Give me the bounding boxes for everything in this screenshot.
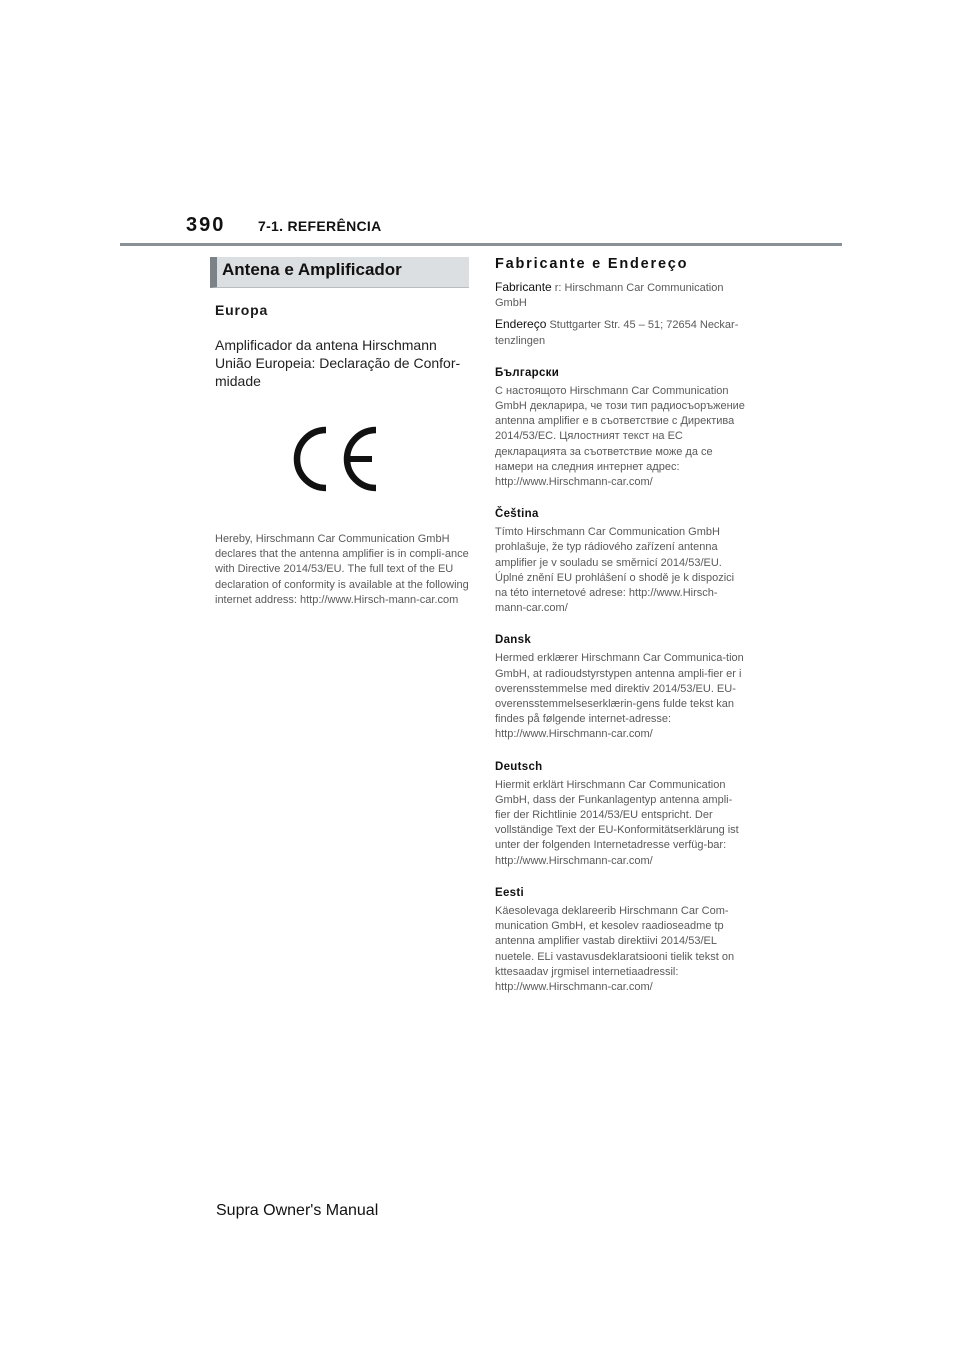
manufacturer-value: r: Hirschmann Car Communication GmbH xyxy=(495,282,724,310)
language-block-bulgarian xyxy=(495,367,747,490)
language-name: Eesti xyxy=(495,886,524,899)
language-text: Tímto Hirschmann Car Communication GmbH prohlašuje, že typ rádiového zařízení antenna amplifier je v souladu se směrnicí 2014/53/EU. Úplné znění EU prohlášení o shodě je k dispozici na této internetové adrese: http://www.Hirsch-mann-car.com/ xyxy=(495,526,735,615)
language-name: Deutsch xyxy=(495,760,543,773)
region-heading: Europa xyxy=(215,302,269,318)
language-block-czech xyxy=(495,508,747,616)
language-text: Hiermit erklärt Hirschmann Car Communication GmbH, dass der Funkanlagentyp antenna ampli-fier der Richtlinie 2014/53/EU entspricht. Der vollständige Text der EU-Konformitätserklärung ist unter der folgenden Internetadresse verfüg-bar: http://www.Hirschmann-car.com/ xyxy=(495,778,739,867)
ce-mark-icon xyxy=(292,426,382,492)
language-name: Dansk xyxy=(495,634,532,647)
manual-footer: Supra Owner's Manual xyxy=(216,1202,379,1219)
address-field xyxy=(495,317,747,348)
language-block-german xyxy=(495,761,747,869)
language-name: Български xyxy=(495,366,560,379)
manufacturer-label: Fabricante xyxy=(495,280,552,294)
language-name: Čeština xyxy=(495,508,539,521)
language-block-danish xyxy=(495,634,747,742)
address-value: Stuttgarter Str. 45 – 51; 72654 Neckar-tenzlingen xyxy=(495,319,739,347)
manufacturer-heading: Fabricante e Endereço xyxy=(495,256,689,272)
eu-declaration-english: Hereby, Hirschmann Car Communication GmbH declares that the antenna amplifier is in compli-ance with Directive 2014/53/EU. The full text of the EU declaration of conformity is available at the following internet address: http://www.Hirsch-mann-car.com xyxy=(215,533,469,606)
manufacturer-field xyxy=(495,280,747,311)
language-text: Hermed erklærer Hirschmann Car Communica-tion GmbH, at radioudstyrstypen antenna ampli-fier er i overensstemmelse med direktiv 2014/53/EU. EU-overensstemmelseserklærin-gens fulde tekst kan findes på følgende internet-adresse: http://www.Hirschmann-car.com/ xyxy=(495,652,744,741)
language-text: Käesolevaga deklareerib Hirschmann Car Com-munication GmbH, et kesolev raadioseadme tp antenna amplifier vastab direktiivi 2014/53/EL nuetele. ELi vastavusdeklaratsiooni tielik tekst on kttesaadav jrgmisel internetiaadressil: http://www.Hirschmann-car.com/ xyxy=(495,904,735,993)
declaration-title: Amplificador da antena Hirschmann União Europeia: Declaração de Confor-midade xyxy=(215,337,461,389)
page-number: 390 xyxy=(186,214,226,236)
section-title: Antena e Amplificador xyxy=(222,260,402,279)
address-label: Endereço xyxy=(495,317,547,332)
language-text: С настоящото Hirschmann Car Communication GmbH декларира, че този тип радиосъоръжение antenna amplifier е в съответствие с Директива 2014/53/ЕС. Цялостният текст на ЕС декларацията за съответствие може да се намери на следния интернет адрес: http://www.Hirschmann-car.com/ xyxy=(495,384,745,489)
header-divider xyxy=(120,243,842,246)
chapter-heading: 7-1. REFERÊNCIA xyxy=(258,218,382,234)
language-block-estonian xyxy=(495,887,747,995)
manufacturer-column xyxy=(495,256,747,995)
